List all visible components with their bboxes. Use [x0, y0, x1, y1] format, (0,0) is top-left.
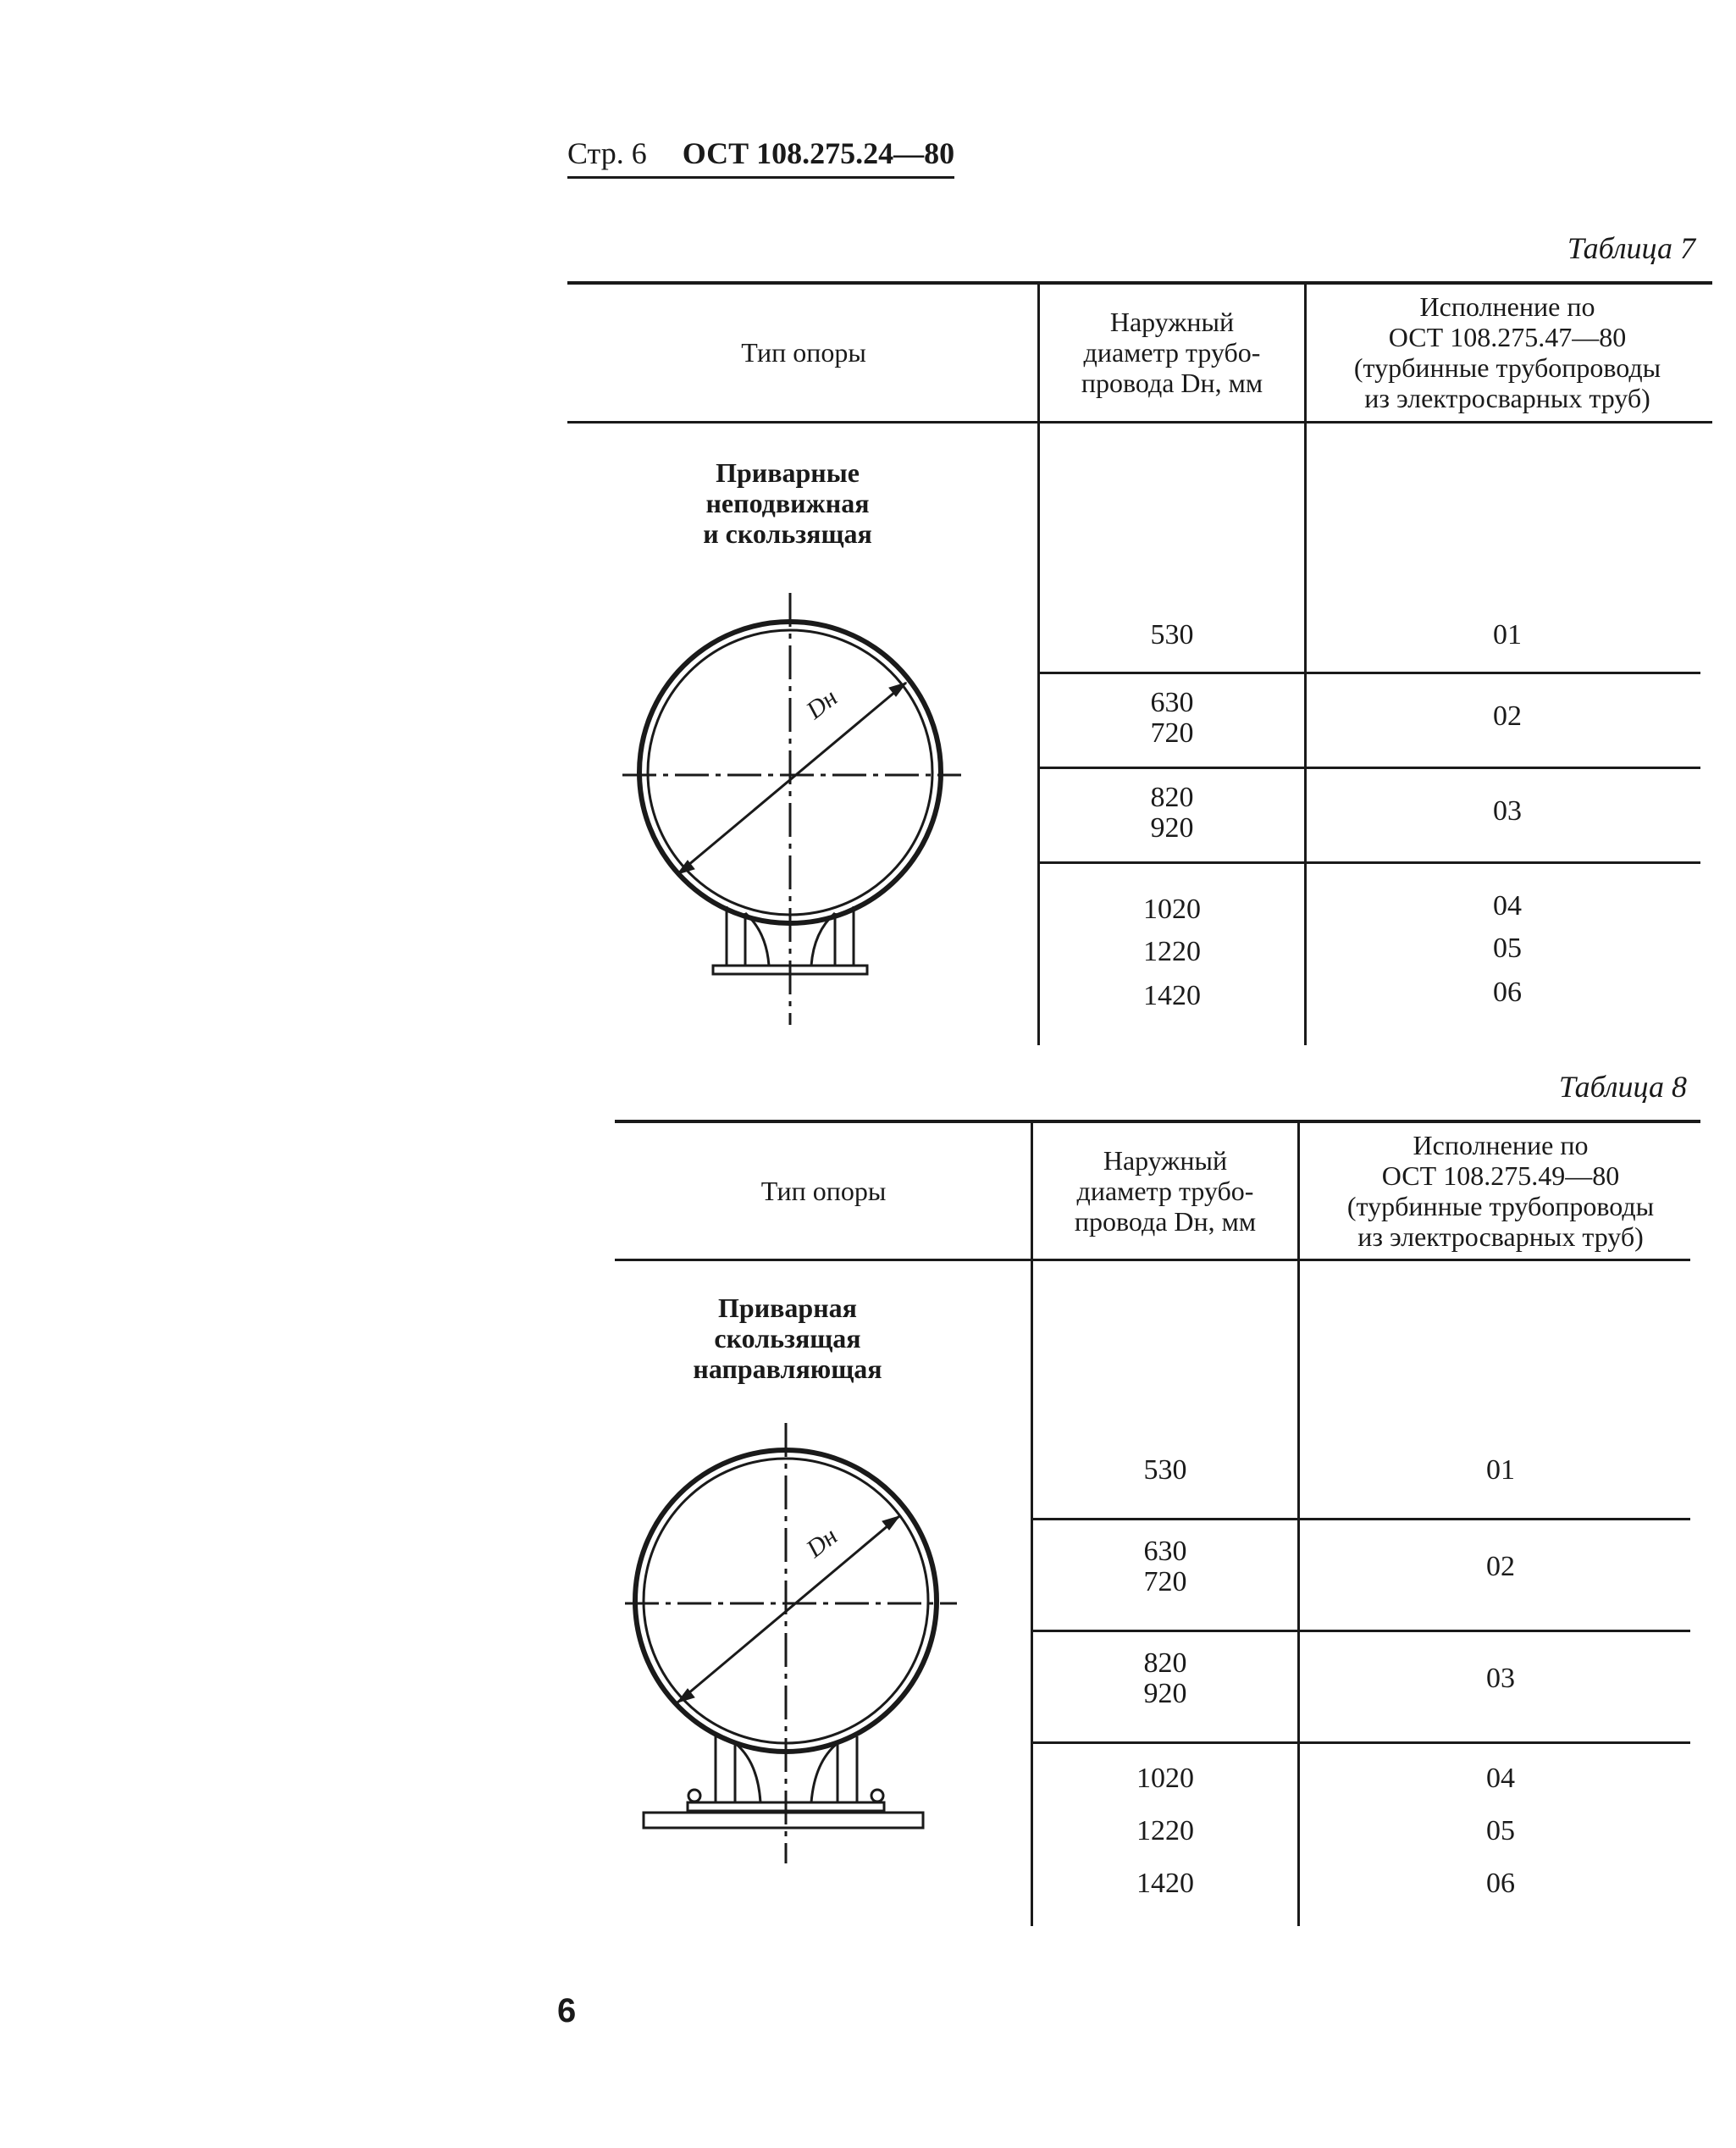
table7-diameter-value: 920 — [1150, 812, 1194, 844]
table8-execution-01: 01 — [1486, 1454, 1515, 1486]
table8-caption: Таблица 8 — [1558, 1070, 1687, 1104]
table8-diameter-1220: 1220 — [1136, 1815, 1194, 1846]
table7-diameter-1420: 1420 — [1143, 980, 1201, 1011]
table8-header-diameter-line: Наружный — [1103, 1144, 1228, 1176]
table8-diameter-630-720 — [1035, 1536, 1296, 1597]
table8-execution-06: 06 — [1486, 1868, 1515, 1899]
table8-header-execution-line: ОСТ 108.275.49—80 — [1381, 1160, 1620, 1191]
table8-execution-03: 03 — [1486, 1663, 1515, 1694]
table8-support-line: скользящая — [714, 1323, 861, 1354]
table7-diameter-value: 530 — [1150, 619, 1194, 650]
table7-header-execution-line: (турбинные трубопроводы — [1353, 352, 1661, 383]
table7-execution-01: 01 — [1493, 619, 1522, 650]
table7-diameter-value: 820 — [1150, 782, 1194, 813]
table8-bolt — [871, 1790, 883, 1802]
table7-support-line: и скользящая — [703, 518, 872, 549]
table7-caption: Таблица 7 — [1567, 231, 1695, 265]
table8-execution-04: 04 — [1486, 1763, 1515, 1794]
table8-diameter-value: 820 — [1143, 1647, 1187, 1679]
table8-execution-05: 05 — [1486, 1815, 1515, 1846]
table7-support-line: Приварные — [716, 457, 860, 488]
table8-header-execution-line: Исполнение по — [1413, 1129, 1589, 1160]
table7-execution-04: 04 — [1493, 890, 1522, 922]
table7-diameter-label: Dн — [800, 684, 843, 725]
table7-header-type-text: Тип опоры — [741, 337, 866, 368]
table7-header-diameter-line: Наружный — [1109, 307, 1235, 337]
table7-execution-06: 06 — [1493, 977, 1522, 1008]
table7-diameter-1020: 1020 — [1143, 894, 1201, 925]
table7-execution-05: 05 — [1493, 933, 1522, 964]
table8-support-line: направляющая — [693, 1354, 882, 1384]
table8-diameter-1020: 1020 — [1136, 1763, 1194, 1794]
page-number: 6 — [557, 1992, 577, 2029]
table8-diameter-820-920 — [1035, 1648, 1296, 1709]
table8-sliding-base — [644, 1813, 923, 1828]
standard-number: ОСТ 108.275.24—80 — [682, 136, 955, 170]
table8-diameter-1420: 1420 — [1136, 1868, 1194, 1899]
table8-header-diameter-line: диаметр трубо- — [1076, 1175, 1254, 1206]
table8-header-execution-line: из электросварных труб) — [1357, 1221, 1644, 1252]
table8-header-type-text: Тип опоры — [760, 1175, 887, 1206]
table8-header-diameter-line: провода Dн, мм — [1074, 1205, 1257, 1237]
table8-support-line: Приварная — [718, 1293, 857, 1323]
table8-diameter-line — [677, 1516, 899, 1702]
table7-header-diameter-line: провода Dн, мм — [1081, 368, 1263, 398]
table7-header-execution-line: из электросварных труб) — [1364, 383, 1650, 413]
table7-support-line: неподвижная — [705, 488, 870, 518]
table8-execution-02: 02 — [1486, 1551, 1515, 1582]
table7-header-execution-line: ОСТ 108.275.47—80 — [1388, 322, 1627, 352]
table8-header-execution-line: (турбинные трубопроводы — [1346, 1190, 1655, 1221]
table7-diameter-value: 720 — [1150, 717, 1194, 749]
table8-bolt — [688, 1790, 700, 1802]
table7-diameter-value: 630 — [1150, 687, 1194, 718]
table8-diameter-value: 920 — [1143, 1678, 1187, 1709]
table8-diameter-530: 530 — [1143, 1454, 1187, 1486]
table7-execution-03: 03 — [1493, 795, 1522, 827]
page-label: Стр. 6 — [567, 136, 647, 170]
table8-diameter-value: 630 — [1143, 1536, 1187, 1567]
table8-diameter-value: 720 — [1143, 1566, 1187, 1597]
table7-header-execution-line: Исполнение по — [1419, 291, 1595, 322]
table7-execution-02: 02 — [1493, 700, 1522, 732]
table8-diameter-label: Dн — [800, 1522, 843, 1564]
table7-header-diameter-line: диаметр трубо- — [1083, 337, 1261, 368]
table7-diameter-1220: 1220 — [1143, 936, 1201, 967]
